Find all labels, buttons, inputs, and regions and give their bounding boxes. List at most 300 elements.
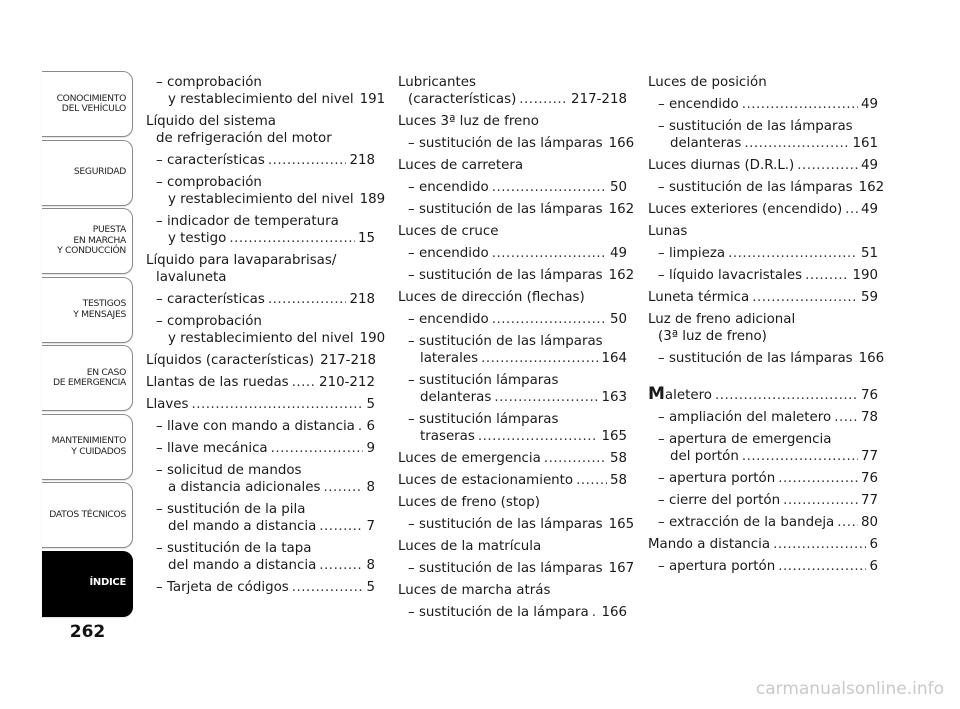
leader-dots bbox=[805, 267, 849, 284]
entry-text bbox=[648, 386, 712, 404]
index-entry bbox=[648, 470, 878, 487]
entry-text: Llantas de las ruedas bbox=[146, 375, 289, 390]
page-ref: 163 bbox=[601, 390, 627, 405]
index-entry bbox=[146, 113, 375, 147]
leader-dots bbox=[494, 389, 598, 406]
index-entry bbox=[398, 223, 627, 240]
index-line bbox=[146, 479, 375, 496]
entry-text: – sustitución de las lámparas bbox=[658, 351, 853, 366]
page-ref: 165 bbox=[601, 429, 627, 444]
entry-text: Líquido del sistema bbox=[146, 114, 276, 129]
index-entry bbox=[648, 179, 885, 196]
page-ref: 162 bbox=[858, 180, 885, 195]
index-line bbox=[398, 74, 627, 91]
index-line bbox=[398, 450, 627, 467]
entry-text: – sustitución lámparas bbox=[408, 373, 559, 388]
index-line bbox=[398, 604, 627, 621]
page-ref: 217-218 bbox=[571, 92, 627, 107]
index-line bbox=[398, 245, 627, 262]
entry-text: del portón bbox=[670, 449, 739, 464]
index-line bbox=[146, 501, 375, 518]
index-line bbox=[648, 431, 878, 448]
entry-text: – limpieza bbox=[658, 246, 726, 261]
tab-label: MANTENIMIENTO Y CUIDADOS bbox=[51, 435, 126, 457]
index-line bbox=[648, 201, 878, 218]
entry-text: Mando a distancia bbox=[648, 537, 771, 552]
entry-text-rest: aletero bbox=[664, 388, 712, 403]
entry-text: – encendido bbox=[408, 180, 489, 195]
entry-text: – sustitución de las lámparas bbox=[658, 180, 853, 195]
index-line bbox=[146, 374, 375, 391]
leader-dots bbox=[271, 440, 364, 457]
index-entry bbox=[146, 352, 375, 369]
page-ref: 76 bbox=[860, 471, 878, 486]
index-entry bbox=[146, 213, 375, 247]
index-entry bbox=[648, 245, 878, 262]
page-ref: 6 bbox=[869, 537, 878, 552]
index-line bbox=[398, 333, 627, 350]
page-ref: 166 bbox=[608, 136, 635, 151]
index-entry bbox=[146, 579, 375, 596]
leader-dots bbox=[834, 409, 858, 426]
index-entry bbox=[146, 501, 375, 535]
leader-dots bbox=[744, 135, 849, 152]
index-line bbox=[146, 352, 375, 369]
leader-dots bbox=[319, 557, 363, 574]
entry-text: Luces exteriores (encendido) bbox=[648, 202, 843, 217]
index-line bbox=[146, 213, 375, 230]
entry-text: – sustitución lámparas bbox=[408, 412, 559, 427]
tab-label: ÍNDICE bbox=[89, 577, 126, 589]
index-entry bbox=[648, 311, 878, 345]
index-entry bbox=[398, 201, 635, 218]
page-ref: 8 bbox=[366, 480, 375, 495]
entry-text: – ampliación del maletero bbox=[658, 410, 832, 425]
tab-seguridad[interactable] bbox=[42, 140, 133, 206]
index-entry bbox=[648, 267, 878, 284]
entry-text: – indicador de temperatura bbox=[156, 214, 339, 229]
index-entry bbox=[146, 74, 386, 108]
index-line bbox=[146, 113, 375, 130]
entry-text: – sustitución de las lámparas bbox=[658, 119, 853, 134]
leader-dots bbox=[845, 201, 858, 218]
leader-dots bbox=[492, 245, 607, 262]
leader-dots bbox=[319, 518, 363, 535]
entry-text: – sustitución de las lámparas bbox=[408, 136, 603, 151]
page-ref: 164 bbox=[601, 351, 627, 366]
index-entry bbox=[398, 289, 627, 306]
index-line bbox=[648, 74, 878, 91]
leader-dots bbox=[728, 245, 858, 262]
index-entry bbox=[648, 157, 878, 174]
index-line bbox=[648, 157, 878, 174]
index-entry bbox=[648, 386, 878, 404]
page-ref: 190 bbox=[359, 331, 386, 346]
page-ref: 218 bbox=[349, 292, 375, 307]
entry-text: Luces de posición bbox=[648, 75, 767, 90]
entry-text: – encendido bbox=[408, 246, 489, 261]
entry-text: – comprobación bbox=[156, 314, 262, 329]
tab-label: SEGURIDAD bbox=[73, 166, 126, 178]
index-entry bbox=[648, 96, 878, 113]
tab-label: DATOS TÉCNICOS bbox=[49, 508, 126, 520]
leader-dots bbox=[492, 311, 607, 328]
leader-dots bbox=[778, 558, 866, 575]
index-entry bbox=[146, 252, 375, 286]
index-line bbox=[648, 135, 878, 152]
index-entry bbox=[398, 113, 627, 130]
page-ref: 7 bbox=[366, 519, 375, 534]
index-entry bbox=[398, 179, 627, 196]
index-line bbox=[648, 118, 878, 135]
page-ref: 162 bbox=[608, 268, 635, 283]
page-ref: 166 bbox=[601, 605, 627, 620]
index-line bbox=[146, 130, 375, 147]
entry-text: – apertura de emergencia bbox=[658, 432, 832, 447]
page-ref: 49 bbox=[860, 158, 878, 173]
index-entry bbox=[146, 291, 375, 308]
entry-text: – encendido bbox=[658, 97, 739, 112]
entry-text: – sustitución de la pila bbox=[156, 502, 306, 517]
index-line bbox=[146, 191, 386, 208]
leader-dots bbox=[778, 470, 858, 487]
index-entry bbox=[648, 536, 878, 553]
index-line bbox=[146, 462, 375, 479]
index-entry bbox=[398, 538, 627, 555]
index-entry bbox=[146, 440, 375, 457]
page-ref: 78 bbox=[860, 410, 878, 425]
entry-text: delanteras bbox=[420, 390, 492, 405]
page-ref: 218 bbox=[349, 153, 375, 168]
index-line bbox=[398, 411, 627, 428]
index-line bbox=[146, 252, 375, 269]
entry-text: lavaluneta bbox=[156, 270, 227, 285]
page-number: 262 bbox=[69, 622, 106, 642]
entry-text: – líquido lavacristales bbox=[658, 268, 803, 283]
index-entry bbox=[398, 494, 627, 511]
tab-label: PUESTA EN MARCHA Y CONDUCCIÓN bbox=[57, 224, 126, 257]
index-line bbox=[398, 267, 635, 284]
page-ref: 49 bbox=[860, 97, 878, 112]
tab-datos-técnicos[interactable] bbox=[42, 482, 133, 548]
entry-text: Luces de la matrícula bbox=[398, 539, 542, 554]
entry-text: – comprobación bbox=[156, 175, 262, 190]
leader-dots bbox=[192, 396, 364, 413]
page-ref: 190 bbox=[852, 268, 878, 283]
index-line bbox=[146, 74, 375, 91]
index-line bbox=[146, 440, 375, 457]
leader-dots bbox=[478, 428, 599, 445]
index-entry bbox=[146, 174, 386, 208]
index-entry bbox=[398, 157, 627, 174]
tab-índice[interactable] bbox=[42, 551, 133, 617]
index-line bbox=[398, 135, 635, 152]
index-column-2 bbox=[398, 74, 635, 626]
index-entry bbox=[146, 462, 375, 496]
entry-text: Lunas bbox=[648, 224, 688, 239]
entry-text: Luces diurnas (D.R.L.) bbox=[648, 158, 795, 173]
tab-conocimiento-del-vehículo[interactable] bbox=[42, 71, 133, 137]
entry-text: Luz de freno adicional bbox=[648, 312, 796, 327]
page-ref: 217-218 bbox=[320, 353, 377, 368]
entry-text: – solicitud de mandos bbox=[156, 463, 302, 478]
tab-en-caso-de-emergencia[interactable] bbox=[42, 345, 133, 411]
entry-text: y testigo bbox=[168, 231, 227, 246]
index-line bbox=[398, 91, 627, 108]
leader-dots bbox=[773, 536, 866, 553]
leader-dots bbox=[592, 604, 599, 621]
entry-text: – apertura portón bbox=[658, 559, 776, 574]
leader-dots bbox=[837, 514, 858, 531]
index-line bbox=[146, 418, 375, 435]
entry-text: – extracción de la bandeja bbox=[658, 515, 835, 530]
entry-text: Lubricantes bbox=[398, 75, 476, 90]
index-line bbox=[648, 448, 878, 465]
index-entry bbox=[648, 350, 885, 367]
index-entry bbox=[398, 604, 627, 621]
leader-dots bbox=[229, 230, 355, 247]
index-entry bbox=[146, 396, 375, 413]
tab-label: TESTIGOS Y MENSAJES bbox=[73, 298, 126, 320]
entry-text: – cierre del portón bbox=[658, 493, 781, 508]
page-ref: 58 bbox=[609, 451, 627, 466]
page-ref: 166 bbox=[858, 351, 885, 366]
index-line bbox=[648, 328, 878, 345]
entry-text: del mando a distancia bbox=[168, 558, 317, 573]
entry-text: – sustitución de las lámparas bbox=[408, 561, 603, 576]
entry-text: Luces de marcha atrás bbox=[398, 583, 551, 598]
index-line bbox=[648, 289, 878, 306]
page-ref: 161 bbox=[852, 136, 878, 151]
index-line bbox=[146, 518, 375, 535]
index-entry bbox=[648, 558, 878, 575]
entry-text: – Tarjeta de códigos bbox=[156, 580, 289, 595]
index-entry bbox=[146, 313, 386, 347]
entry-text: delanteras bbox=[670, 136, 742, 151]
leader-dots bbox=[292, 579, 364, 596]
index-line bbox=[146, 540, 375, 557]
leader-dots bbox=[752, 289, 858, 306]
leader-dots bbox=[268, 291, 347, 308]
index-entry bbox=[398, 560, 635, 577]
section-initial: M bbox=[648, 384, 665, 404]
index-entry bbox=[398, 311, 627, 328]
index-entry bbox=[398, 582, 627, 599]
index-column-1 bbox=[146, 74, 386, 601]
page-ref: 58 bbox=[609, 473, 627, 488]
index-line bbox=[398, 428, 627, 445]
index-entry bbox=[648, 492, 878, 509]
entry-text: Líquidos (características) bbox=[146, 353, 315, 368]
page-ref: 165 bbox=[608, 517, 635, 532]
entry-text: Luces de emergencia bbox=[398, 451, 541, 466]
entry-text: a distancia adicionales bbox=[168, 480, 321, 495]
tab-testigos-y-mensajes[interactable] bbox=[42, 277, 133, 343]
leader-dots bbox=[742, 96, 858, 113]
tab-label: CONOCIMIENTO DEL VEHÍCULO bbox=[56, 92, 126, 114]
index-line bbox=[398, 179, 627, 196]
entry-text: traseras bbox=[420, 429, 475, 444]
entry-text: – llave mecánica bbox=[156, 441, 268, 456]
entry-text: y restablecimiento del nivel bbox=[168, 192, 354, 207]
tab-label: EN CASO DE EMERGENCIA bbox=[52, 366, 126, 388]
page-ref: 50 bbox=[609, 180, 627, 195]
page-ref: 50 bbox=[609, 312, 627, 327]
entry-text: – características bbox=[156, 292, 265, 307]
leader-dots bbox=[715, 387, 858, 404]
index-entry bbox=[398, 516, 635, 533]
page-ref: 80 bbox=[860, 515, 878, 530]
entry-text: – sustitución de las lámparas bbox=[408, 517, 603, 532]
index-line bbox=[146, 174, 375, 191]
page-ref: 6 bbox=[869, 559, 878, 574]
index-line bbox=[648, 179, 885, 196]
index-line bbox=[146, 152, 375, 169]
page-ref: 162 bbox=[608, 202, 635, 217]
leader-dots bbox=[292, 374, 316, 391]
entry-text: – sustitución de las lámparas bbox=[408, 202, 603, 217]
page-ref: 5 bbox=[366, 397, 375, 412]
leader-dots bbox=[783, 492, 858, 509]
index-line bbox=[648, 558, 878, 575]
index-entry bbox=[648, 289, 878, 306]
leader-dots bbox=[358, 418, 364, 435]
index-line bbox=[648, 386, 878, 404]
index-entry bbox=[648, 223, 878, 240]
page-ref: 9 bbox=[366, 441, 375, 456]
index-entry bbox=[398, 333, 627, 367]
index-line bbox=[648, 492, 878, 509]
page-ref: 51 bbox=[860, 246, 878, 261]
index-line bbox=[648, 267, 878, 284]
index-line bbox=[648, 536, 878, 553]
index-entry bbox=[398, 245, 627, 262]
page-ref: 15 bbox=[357, 231, 375, 246]
index-line bbox=[398, 538, 627, 555]
leader-dots bbox=[519, 91, 568, 108]
leader-dots bbox=[323, 479, 363, 496]
entry-text: – características bbox=[156, 153, 265, 168]
entry-text: – encendido bbox=[408, 312, 489, 327]
index-line bbox=[648, 311, 878, 328]
page-ref: 189 bbox=[359, 192, 386, 207]
entry-text: Luneta térmica bbox=[648, 290, 750, 305]
page-ref: 77 bbox=[860, 493, 878, 508]
index-entry bbox=[398, 472, 627, 489]
index-line bbox=[398, 311, 627, 328]
index-entry bbox=[648, 431, 878, 465]
leader-dots bbox=[481, 350, 598, 367]
entry-text: Luces 3ª luz de freno bbox=[398, 114, 539, 129]
entry-text: Líquido para lavaparabrisas/ bbox=[146, 253, 337, 268]
entry-text: (características) bbox=[408, 92, 517, 107]
index-entry bbox=[146, 540, 375, 574]
index-line bbox=[398, 289, 627, 306]
section-gap bbox=[648, 372, 878, 386]
tab-puesta-en-marcha-y-conducción[interactable] bbox=[42, 208, 133, 274]
page-ref: 191 bbox=[359, 92, 386, 107]
entry-text: Luces de estacionamiento bbox=[398, 473, 574, 488]
watermark: carmanualsonline.info bbox=[755, 679, 944, 699]
index-line bbox=[146, 230, 375, 247]
page-ref: 77 bbox=[860, 449, 878, 464]
leader-dots bbox=[742, 448, 858, 465]
index-line bbox=[146, 313, 375, 330]
page-ref: 49 bbox=[860, 202, 878, 217]
entry-text: – apertura portón bbox=[658, 471, 776, 486]
index-line bbox=[648, 514, 878, 531]
index-entry bbox=[648, 74, 878, 91]
index-line bbox=[146, 579, 375, 596]
index-entry bbox=[648, 118, 878, 152]
index-line bbox=[398, 516, 635, 533]
leader-dots bbox=[268, 152, 347, 169]
entry-text: del mando a distancia bbox=[168, 519, 317, 534]
index-entry bbox=[146, 418, 375, 435]
index-entry bbox=[648, 409, 878, 426]
tab-mantenimiento-y-cuidados[interactable] bbox=[42, 414, 133, 480]
index-line bbox=[398, 472, 627, 489]
index-line bbox=[648, 223, 878, 240]
index-line bbox=[146, 291, 375, 308]
index-line bbox=[648, 350, 885, 367]
index-line bbox=[648, 409, 878, 426]
index-entry bbox=[398, 372, 627, 406]
index-line bbox=[398, 113, 627, 130]
leader-dots bbox=[492, 179, 607, 196]
index-entry bbox=[398, 74, 627, 108]
index-line bbox=[648, 96, 878, 113]
entry-text: Luces de carretera bbox=[398, 158, 524, 173]
entry-text: – comprobación bbox=[156, 75, 262, 90]
index-line bbox=[648, 470, 878, 487]
index-line bbox=[398, 223, 627, 240]
page-ref: 5 bbox=[366, 580, 375, 595]
entry-text: laterales bbox=[420, 351, 479, 366]
index-line bbox=[398, 372, 627, 389]
entry-text: de refrigeración del motor bbox=[156, 131, 332, 146]
index-entry bbox=[398, 135, 635, 152]
leader-dots bbox=[576, 472, 607, 489]
page-ref: 59 bbox=[860, 290, 878, 305]
page-ref: 49 bbox=[609, 246, 627, 261]
page-ref: 167 bbox=[608, 561, 635, 576]
index-entry bbox=[398, 411, 627, 445]
index-line bbox=[648, 245, 878, 262]
leader-dots bbox=[797, 157, 858, 174]
entry-text: Luces de dirección (flechas) bbox=[398, 290, 585, 305]
index-line bbox=[398, 389, 627, 406]
index-line bbox=[398, 201, 635, 218]
leader-dots bbox=[544, 450, 607, 467]
index-entry bbox=[398, 450, 627, 467]
index-line bbox=[146, 91, 386, 108]
index-entry bbox=[398, 267, 635, 284]
page-ref: 8 bbox=[366, 558, 375, 573]
index-line bbox=[398, 560, 635, 577]
index-entry bbox=[146, 374, 375, 391]
entry-text: (3ª luz de freno) bbox=[658, 329, 767, 344]
entry-text: – sustitución de las lámparas bbox=[408, 268, 603, 283]
index-entry bbox=[648, 514, 878, 531]
entry-text: – llave con mando a distancia bbox=[156, 419, 355, 434]
entry-text: y restablecimiento del nivel bbox=[168, 92, 354, 107]
entry-text: Luces de cruce bbox=[398, 224, 499, 239]
index-line bbox=[146, 269, 375, 286]
index-line bbox=[398, 494, 627, 511]
page-ref: 210-212 bbox=[319, 375, 375, 390]
entry-text: – sustitución de la tapa bbox=[156, 541, 312, 556]
